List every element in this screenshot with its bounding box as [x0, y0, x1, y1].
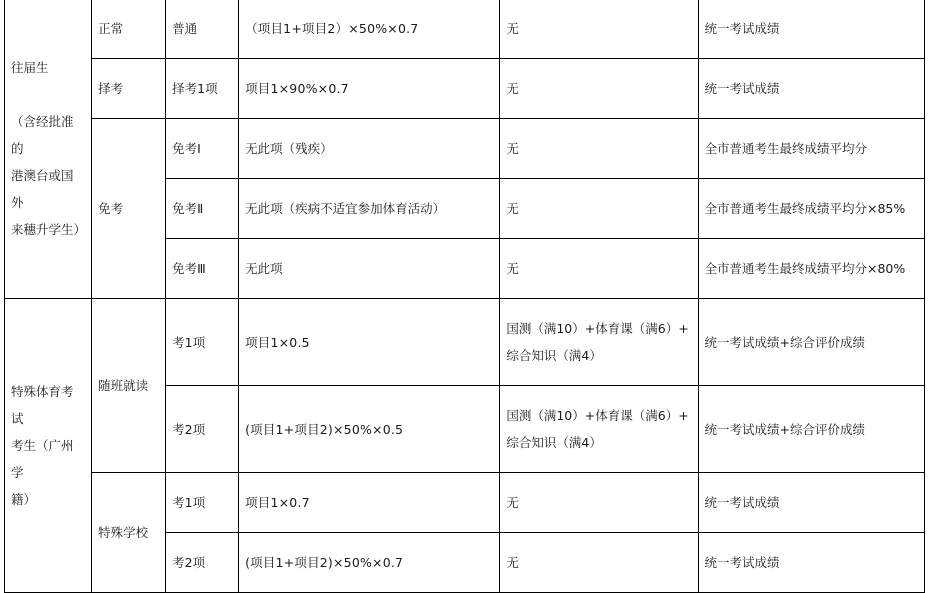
- exam-subtype-cell: 考2项: [166, 386, 239, 473]
- table-row: [5, 0, 925, 59]
- result-cell: 统一考试成绩: [698, 59, 925, 119]
- result-cell: 统一考试成绩+综合评价成绩: [698, 299, 925, 386]
- extra-score-cell: 无: [500, 473, 698, 533]
- formula-cell: (项目1+项目2)×50%×0.5: [239, 386, 500, 473]
- category-cell-returning-students: [5, 0, 92, 299]
- category-note: （含经批准的 港澳台或国外 来穗升学生）: [11, 114, 87, 237]
- result-cell: 统一考试成绩: [698, 473, 925, 533]
- formula-cell: 无此项（疾病不适宜参加体育活动）: [239, 179, 500, 239]
- formula-cell: 项目1×0.5: [239, 299, 500, 386]
- result-cell: 统一考试成绩: [698, 533, 925, 593]
- result-cell: 统一考试成绩+综合评价成绩: [698, 386, 925, 473]
- table-row: [5, 299, 925, 386]
- extra-score-cell: 无: [500, 59, 698, 119]
- category-title: 往届生: [11, 60, 49, 75]
- table-row: [5, 473, 925, 533]
- score-table: [4, 0, 925, 593]
- exam-type-cell: 随班就读: [92, 299, 166, 473]
- exam-subtype-cell: 免考Ⅲ: [166, 239, 239, 299]
- table-row: [5, 59, 925, 119]
- result-cell: 全市普通考生最终成绩平均分: [698, 119, 925, 179]
- extra-score-cell: 国测（满10）+体育课（满6）+ 综合知识（满4）: [500, 386, 698, 473]
- exam-subtype-cell: 普通: [166, 0, 239, 59]
- exam-subtype-cell: 考2项: [166, 533, 239, 593]
- exam-type-cell: 正常: [92, 0, 166, 59]
- extra-score-cell: 无: [500, 533, 698, 593]
- formula-cell: 项目1×90%×0.7: [239, 59, 500, 119]
- formula-cell: （项目1+项目2）×50%×0.7: [239, 0, 500, 59]
- exam-type-cell: 免考: [92, 119, 166, 299]
- extra-score-cell: 无: [500, 0, 698, 59]
- exam-subtype-cell: 免考Ⅱ: [166, 179, 239, 239]
- formula-cell: (项目1+项目2)×50%×0.7: [239, 533, 500, 593]
- extra-score-cell: 无: [500, 179, 698, 239]
- exam-type-cell: 择考: [92, 59, 166, 119]
- result-cell: 全市普通考生最终成绩平均分×80%: [698, 239, 925, 299]
- formula-cell: 无此项（残疾）: [239, 119, 500, 179]
- extra-score-cell: 无: [500, 119, 698, 179]
- exam-subtype-cell: 择考1项: [166, 59, 239, 119]
- exam-type-cell: 特殊学校: [92, 473, 166, 593]
- formula-cell: 无此项: [239, 239, 500, 299]
- extra-score-cell: 国测（满10）+体育课（满6）+ 综合知识（满4）: [500, 299, 698, 386]
- table-row: [5, 119, 925, 179]
- category-cell-special-pe-students: 特殊体育考试 考生（广州学 籍）: [5, 299, 92, 593]
- result-cell: 统一考试成绩: [698, 0, 925, 59]
- result-cell: 全市普通考生最终成绩平均分×85%: [698, 179, 925, 239]
- extra-score-cell: 无: [500, 239, 698, 299]
- formula-cell: 项目1×0.7: [239, 473, 500, 533]
- exam-subtype-cell: 考1项: [166, 299, 239, 386]
- exam-subtype-cell: 考1项: [166, 473, 239, 533]
- exam-subtype-cell: 免考Ⅰ: [166, 119, 239, 179]
